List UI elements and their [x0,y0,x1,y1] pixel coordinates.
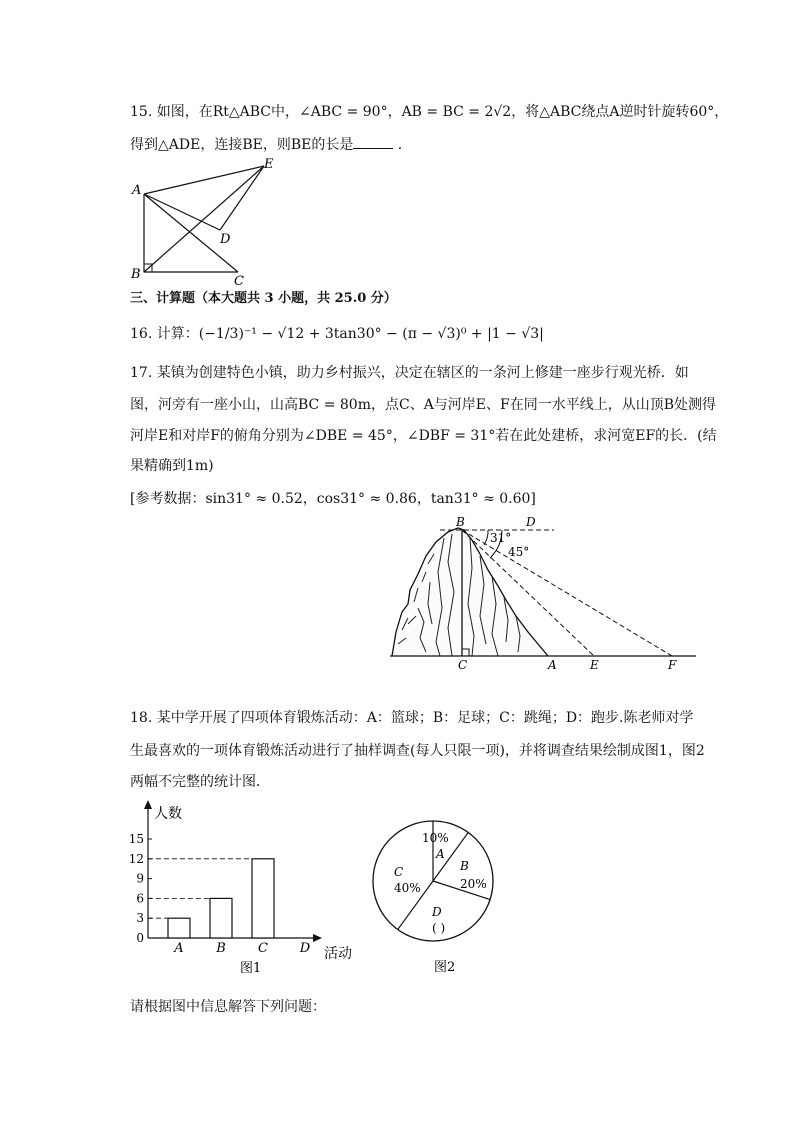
q15-label-e: E [264,157,274,172]
pie-chart [370,818,500,978]
slice-b-label: B [460,859,469,873]
q17-label-d: D [526,515,536,529]
y-tick-label: 3 [136,911,144,926]
x-tick-label-d: D [299,941,311,956]
x-axis-label: 活动 [324,946,352,962]
q15-line2-end: . [397,137,403,153]
q17-label-e: E [590,658,599,672]
q15-line1: 15. 如图，在Rt△ABC中，∠ABC = 90°，AB = BC = 2√2，将△ABC绕点A逆时针旋转60°， [130,104,729,120]
slice-c-label: C [394,865,404,879]
angle-31-label: 31° [490,531,512,545]
fig2-caption: 图2 [434,960,456,975]
slice-c-percent: 40% [394,881,421,895]
slice-b-percent: 20% [460,877,487,891]
q15-label-d: D [220,232,231,247]
mountain-figure [388,512,700,672]
q18-line2: 生最喜欢的一项体育锻炼活动进行了抽样调查(每人只限一项)，并将调查结果绘制成图1，图2 [130,743,705,759]
q17-line3: 河岸E和对岸F的俯角分别为∠DBE = 45°，∠DBF = 31°若在此处建桥，求河宽EF的长．(结 [130,428,717,444]
q15-figure [120,152,290,287]
y-tick-label: 6 [136,891,144,906]
slice-a-percent: 10% [422,831,449,845]
y-tick-label: 9 [136,871,144,886]
slice-a-label: A [436,847,445,861]
q15-line2-text: 得到△ADE，连接BE，则BE的长是 [130,137,354,153]
q17-line2: 图，河旁有一座小山，山高BC = 80m，点C、A与河岸E、F在同一水平线上，从山顶B处测得 [130,397,717,413]
q17-label-f: F [668,658,677,672]
fig1-caption: 图1 [240,961,262,976]
q18-line3: 两幅不完整的统计图． [130,774,270,790]
section-heading: 三、计算题（本大题共 3 小题，共 25.0 分） [130,291,397,306]
q15-label-b: B [131,267,141,282]
y-axis-label: 人数 [154,806,182,822]
q15-label-c: C [234,274,244,289]
closing-prompt: 请根据图中信息解答下列问题： [130,999,326,1015]
q15-label-a: A [132,183,142,198]
angle-45-label: 45° [508,545,530,559]
q17-label-c: C [458,658,468,672]
bar-b [210,898,232,938]
slice-d-label: D [432,905,442,919]
q17-line4: 果精确到1m) [130,458,214,474]
answer-blank [353,134,393,149]
x-tick-label-a: A [174,941,184,956]
q17-reference: [参考数据：sin31° ≈ 0.52，cos31° ≈ 0.86，tan31° ≈ 0.60] [130,491,536,507]
x-tick-label-b: B [216,941,226,956]
y-tick-label: 0 [136,931,144,945]
y-tick-label: 15 [128,832,144,846]
q16-text: 16. 计算：(−1/3)⁻¹ − √12 + 3tan30° − (π − √3)⁰ + |1 − √3| [130,326,544,342]
q17-line1: 17. 某镇为创建特色小镇，助力乡村振兴，决定在辖区的一条河上修建一座步行观光桥．如 [130,365,689,381]
slice-d-percent: ( ) [432,921,446,935]
x-tick-label-c: C [258,941,268,956]
bar-a [168,918,190,938]
bar-chart [128,800,368,985]
q17-label-a: A [548,658,557,672]
y-tick-label: 12 [128,851,144,866]
q17-label-b: B [456,515,465,529]
q18-line1: 18. 某中学开展了四项体育锻炼活动：A：篮球；B：足球；C：跳绳；D：跑步.陈老师对学 [130,710,694,726]
bar-c [252,859,274,938]
